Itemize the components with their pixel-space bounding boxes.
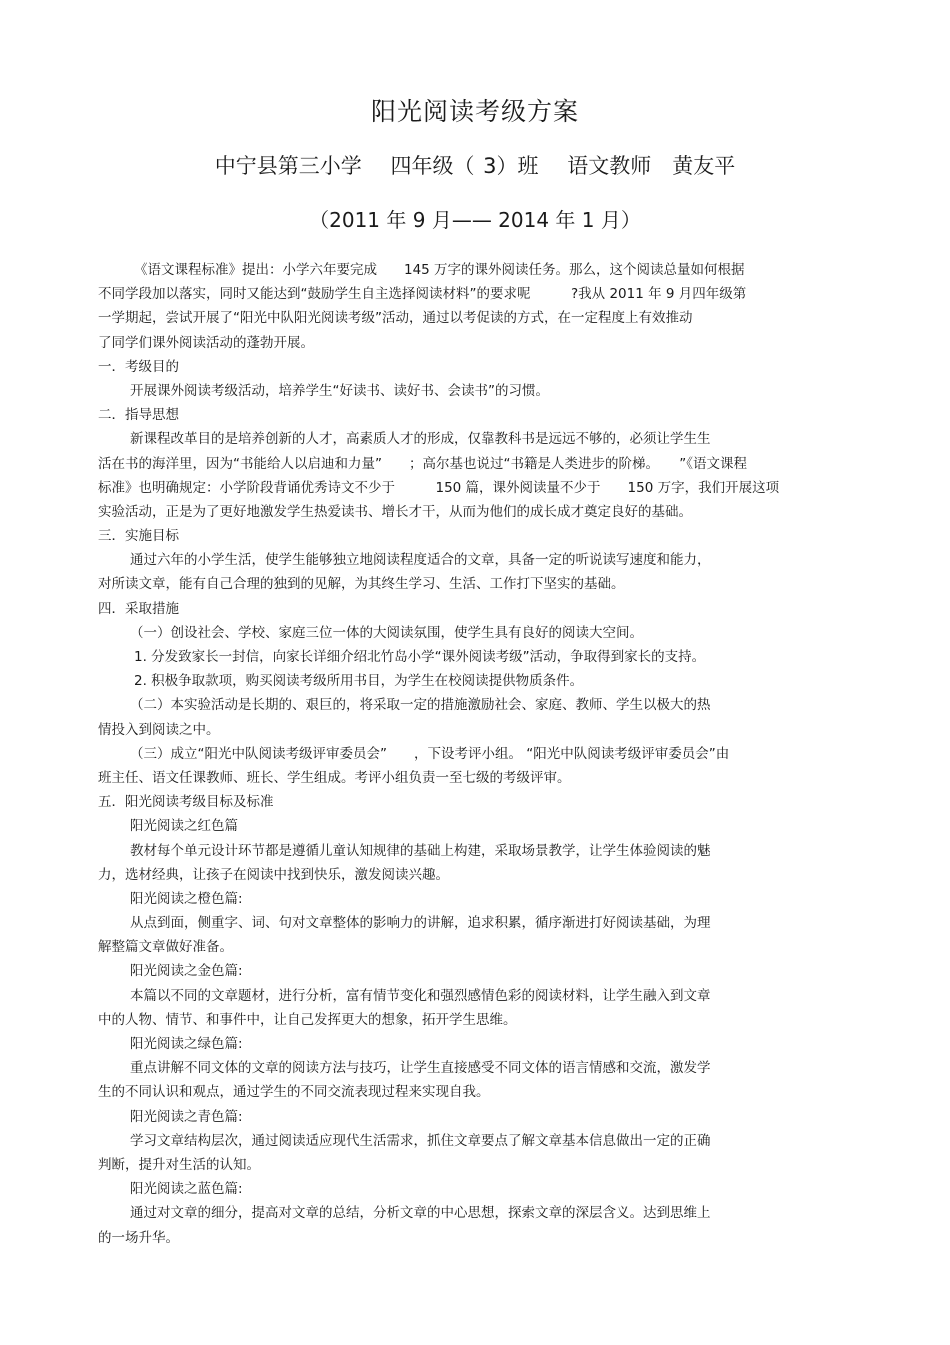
level-heading: 阳光阅读之青色篇:: [130, 1108, 243, 1125]
section-heading: 一．考级目的: [98, 358, 179, 375]
measure-item: （二）本实验活动是长期的、艰巨的，将采取一定的措施激励社会、家庭、教师、学生以极大的热: [130, 697, 711, 714]
paragraph-line: 解整篇文章做好准备。: [98, 939, 233, 956]
document-body: [98, 258, 858, 1250]
section-heading: 三．实施目标: [98, 528, 179, 545]
paragraph-line: 本篇以不同的文章题材，进行分析，富有情节变化和强烈感情色彩的阅读材料，让学生融入到文章: [130, 987, 711, 1004]
paragraph-line: 《语文课程标准》提出：小学六年要完成 145 万字的课外阅读任务。那么，这个阅读总量如何根据: [134, 262, 745, 278]
measure-item: （三）成立“阳光中队阅读考级评审委员会” ，下设考评小组。 “阳光中队阅读考级评审委员会”由: [130, 745, 730, 762]
measure-subitem: 1. 分发致家长一封信，向家长详细介绍北竹岛小学“课外阅读考级”活动，争取得到家长的支持。: [134, 649, 706, 665]
paragraph-line: 学习文章结构层次，通过阅读适应现代生活需求，抓住文章要点了解文章基本信息做出一定的正确: [130, 1132, 711, 1149]
school-name: 中宁县第三小学: [214, 154, 362, 178]
level-heading: 阳光阅读之橙色篇:: [130, 890, 243, 907]
paragraph-line: 开展课外阅读考级活动，培养学生“好读书、读好书、会读书”的习惯。: [130, 382, 549, 399]
paragraph-line: 教材每个单元设计环节都是遵循儿童认知规律的基础上构建，采取场景教学，让学生体验阅读的魅: [130, 842, 711, 859]
paragraph-line: 生的不同认识和观点，通过学生的不同交流表现过程来实现自我。: [98, 1084, 490, 1101]
paragraph-line: 的一场升华。: [98, 1229, 179, 1246]
paragraph-line: 通过对文章的细分，提高对文章的总结，分析文章的中心思想，探索文章的深层含义。达到思维上: [130, 1205, 711, 1222]
section-heading: 二．指导思想: [98, 407, 179, 424]
paragraph-line: 判断，提升对生活的认知。: [98, 1156, 260, 1173]
paragraph-line: 一学期起，尝试开展了“阳光中队阳光阅读考级”活动，通过以考促读的方式，在一定程度上有效推动: [98, 310, 693, 327]
section-heading: 四．采取措施: [98, 600, 179, 617]
teacher-name: 语文教师 黄友平: [567, 154, 736, 178]
paragraph-line: 了同学们课外阅读活动的蓬勃开展。: [98, 334, 314, 351]
paragraph-line: 力，选材经典，让孩子在阅读中找到快乐，激发阅读兴趣。: [98, 866, 449, 883]
paragraph-line: 实验活动，正是为了更好地激发学生热爱读书、增长才干，从而为他们的成长成才奠定良好的基础。: [98, 503, 692, 520]
measure-item: （一）创设社会、学校、家庭三位一体的大阅读氛围，使学生具有良好的阅读大空间。: [130, 624, 643, 641]
document-title: 阳光阅读考级方案: [370, 97, 579, 126]
paragraph-line: 标准》也明确规定：小学阶段背诵优秀诗文不少于 150 篇，课外阅读量不少于 150 万字，我们开展这项: [98, 479, 780, 496]
date-range: （2011 年 9 月—— 2014 年 1 月）: [309, 208, 641, 232]
paragraph-line: 情投入到阅读之中。: [98, 721, 220, 738]
paragraph-line: 通过六年的小学生活，使学生能够独立地阅读程度适合的文章，具备一定的听说读写速度和能力，: [130, 552, 711, 569]
section-heading: 五．阳光阅读考级目标及标准: [98, 794, 274, 811]
paragraph-line: 中的人物、情节、和事件中，让自己发挥更大的想象，拓开学生思维。: [98, 1011, 517, 1028]
paragraph-line: 从点到面，侧重字、词、句对文章整体的影响力的讲解，追求积累，循序渐进打好阅读基础，为理: [130, 915, 711, 932]
paragraph-line: 活在书的海洋里，因为“书能给人以启迪和力量” ；高尔基也说过“书籍是人类进步的阶梯。 ”《语文课程: [98, 455, 747, 472]
paragraph-line: 不同学段加以落实，同时又能达到“鼓励学生自主选择阅读材料”的要求呢 ?我从 2011 年 9 月四年级第: [98, 286, 747, 303]
level-heading: 阳光阅读之金色篇:: [130, 963, 243, 980]
paragraph-line: 对所读文章，能有自己合理的独到的见解，为其终生学习、生活、工作打下坚实的基础。: [98, 576, 625, 593]
paragraph-line: 班主任、语文任课教师、班长、学生组成。考评小组负责一至七级的考级评审。: [98, 769, 571, 786]
grade-class: 四年级（ 3）班: [390, 154, 539, 178]
level-heading: 阳光阅读之绿色篇:: [130, 1036, 243, 1052]
paragraph-line: 新课程改革目的是培养创新的人才，高素质人才的形成，仅靠教科书是远远不够的，必须让学生生: [130, 431, 711, 448]
measure-subitem: 2. 积极争取款项，购买阅读考级所用书目，为学生在校阅读提供物质条件。: [134, 673, 584, 690]
level-heading: 阳光阅读之蓝色篇:: [130, 1181, 243, 1198]
paragraph-line: 重点讲解不同文体的文章的阅读方法与技巧，让学生直接感受不同文体的语言情感和交流，激发学: [130, 1060, 711, 1077]
document-subtitle: [0, 150, 950, 180]
level-heading: 阳光阅读之红色篇: [130, 818, 238, 835]
